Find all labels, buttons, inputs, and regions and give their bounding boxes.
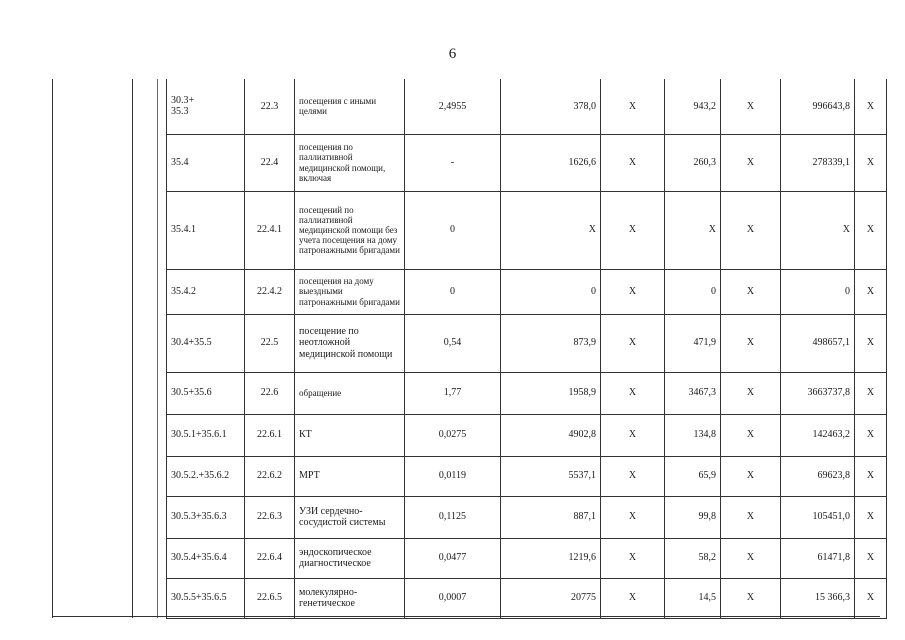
blank-column-1	[53, 191, 133, 269]
row-description: посещений по паллиативной медицинской помощи без учета посещения на дому патронажными бригадами	[295, 191, 405, 269]
page-number: 6	[448, 46, 457, 62]
blank-column-2	[133, 314, 158, 372]
row-total: 105451,0	[781, 496, 855, 538]
row-value: 134,8	[665, 414, 721, 456]
row-value: 260,3	[665, 134, 721, 191]
row-x3: Х	[855, 191, 887, 269]
row-x3: Х	[855, 79, 887, 134]
row-cost: 5537,1	[501, 456, 601, 496]
blank-column-3	[158, 414, 167, 456]
table-row	[53, 372, 887, 414]
blank-column-2	[133, 191, 158, 269]
row-subcode: 22.6.4	[245, 538, 295, 578]
row-cost: 1219,6	[501, 538, 601, 578]
blank-column-2	[133, 134, 158, 191]
table-row	[53, 134, 887, 191]
row-x2: Х	[721, 191, 781, 269]
row-code: 35.4.1	[167, 191, 245, 269]
row-subcode: 22.6.5	[245, 578, 295, 618]
row-x3: Х	[855, 578, 887, 618]
row-x1: Х	[601, 269, 665, 314]
blank-column-1	[53, 414, 133, 456]
blank-column-2	[133, 456, 158, 496]
row-code: 35.4.2	[167, 269, 245, 314]
row-x1: Х	[601, 372, 665, 414]
row-cost: 1626,6	[501, 134, 601, 191]
row-x1: Х	[601, 538, 665, 578]
row-code: 35.4	[167, 134, 245, 191]
row-x2: Х	[721, 456, 781, 496]
row-total: 996643,8	[781, 79, 855, 134]
row-norm: 0	[405, 269, 501, 314]
table-row	[53, 191, 887, 269]
row-code: 30.5.5+35.6.5	[167, 578, 245, 618]
blank-column-3	[158, 269, 167, 314]
row-total: 142463,2	[781, 414, 855, 456]
row-x2: Х	[721, 134, 781, 191]
blank-column-2	[133, 578, 158, 618]
row-norm: 0,54	[405, 314, 501, 372]
blank-column-3	[158, 314, 167, 372]
row-total: 15 366,3	[781, 578, 855, 618]
blank-column-2	[133, 496, 158, 538]
blank-column-1	[53, 269, 133, 314]
row-description: посещения с иными целями	[295, 79, 405, 134]
blank-column-1	[53, 578, 133, 618]
row-norm: 0	[405, 191, 501, 269]
row-total: 3663737,8	[781, 372, 855, 414]
table-row	[53, 269, 887, 314]
row-total: 498657,1	[781, 314, 855, 372]
row-subcode: 22.3	[245, 79, 295, 134]
row-cost: 378,0	[501, 79, 601, 134]
row-x2: Х	[721, 314, 781, 372]
row-total: Х	[781, 191, 855, 269]
blank-column-3	[158, 496, 167, 538]
row-x2: Х	[721, 538, 781, 578]
row-cost: 887,1	[501, 496, 601, 538]
row-cost: 0	[501, 269, 601, 314]
row-x3: Х	[855, 134, 887, 191]
blank-column-1	[53, 314, 133, 372]
table-row	[53, 538, 887, 578]
row-code: 30.5.2.+35.6.2	[167, 456, 245, 496]
blank-column-3	[158, 456, 167, 496]
row-x1: Х	[601, 414, 665, 456]
table-row	[53, 456, 887, 496]
blank-column-3	[158, 79, 167, 134]
blank-column-2	[133, 269, 158, 314]
row-norm: 1,77	[405, 372, 501, 414]
row-description: молекулярно-генетическое	[295, 578, 405, 618]
bottom-rule	[52, 616, 880, 617]
row-x3: Х	[855, 538, 887, 578]
row-norm: 0,0477	[405, 538, 501, 578]
row-cost: 1958,9	[501, 372, 601, 414]
row-description: посещение по неотложной медицинской помощи	[295, 314, 405, 372]
row-cost: 4902,8	[501, 414, 601, 456]
row-x1: Х	[601, 578, 665, 618]
blank-column-1	[53, 538, 133, 578]
row-code: 30.3+ 35.3	[167, 79, 245, 134]
row-subcode: 22.6.1	[245, 414, 295, 456]
row-x2: Х	[721, 269, 781, 314]
row-description: посещения на дому выездными патронажными бригадами	[295, 269, 405, 314]
blank-column-3	[158, 538, 167, 578]
row-subcode: 22.4.2	[245, 269, 295, 314]
row-description: КТ	[295, 414, 405, 456]
row-value: 943,2	[665, 79, 721, 134]
row-x1: Х	[601, 79, 665, 134]
row-code: 30.4+35.5	[167, 314, 245, 372]
blank-column-2	[133, 79, 158, 134]
row-description: эндоскопическое диагностическое	[295, 538, 405, 578]
row-x3: Х	[855, 314, 887, 372]
row-code: 30.5.4+35.6.4	[167, 538, 245, 578]
row-x2: Х	[721, 496, 781, 538]
row-x3: Х	[855, 456, 887, 496]
row-x1: Х	[601, 456, 665, 496]
row-x2: Х	[721, 372, 781, 414]
row-value: 58,2	[665, 538, 721, 578]
row-norm: 0,1125	[405, 496, 501, 538]
row-subcode: 22.5	[245, 314, 295, 372]
row-subcode: 22.6	[245, 372, 295, 414]
table-row	[53, 414, 887, 456]
row-description: посещения по паллиативной медицинской помощи, включая	[295, 134, 405, 191]
blank-column-1	[53, 496, 133, 538]
row-subcode: 22.4	[245, 134, 295, 191]
row-x3: Х	[855, 414, 887, 456]
row-code: 30.5.3+35.6.3	[167, 496, 245, 538]
table-row	[53, 496, 887, 538]
row-cost: Х	[501, 191, 601, 269]
blank-column-2	[133, 372, 158, 414]
row-code: 30.5+35.6	[167, 372, 245, 414]
blank-column-2	[133, 414, 158, 456]
row-total: 69623,8	[781, 456, 855, 496]
row-description: УЗИ сердечно-сосудистой системы	[295, 496, 405, 538]
row-cost: 873,9	[501, 314, 601, 372]
row-value: 0	[665, 269, 721, 314]
row-x1: Х	[601, 314, 665, 372]
row-subcode: 22.6.2	[245, 456, 295, 496]
row-norm: -	[405, 134, 501, 191]
row-norm: 0,0119	[405, 456, 501, 496]
row-total: 0	[781, 269, 855, 314]
row-x3: Х	[855, 372, 887, 414]
row-subcode: 22.6.3	[245, 496, 295, 538]
blank-column-1	[53, 372, 133, 414]
row-x1: Х	[601, 496, 665, 538]
row-x2: Х	[721, 414, 781, 456]
row-x1: Х	[601, 191, 665, 269]
table-row	[53, 578, 887, 618]
row-value: 471,9	[665, 314, 721, 372]
blank-column-2	[133, 538, 158, 578]
row-total: 61471,8	[781, 538, 855, 578]
row-x2: Х	[721, 578, 781, 618]
data-table	[52, 79, 887, 619]
row-value: Х	[665, 191, 721, 269]
row-norm: 0,0275	[405, 414, 501, 456]
row-value: 65,9	[665, 456, 721, 496]
table-row	[53, 79, 887, 134]
row-subcode: 22.4.1	[245, 191, 295, 269]
blank-column-1	[53, 456, 133, 496]
row-x1: Х	[601, 134, 665, 191]
blank-column-1	[53, 79, 133, 134]
row-x3: Х	[855, 496, 887, 538]
blank-column-3	[158, 134, 167, 191]
row-code: 30.5.1+35.6.1	[167, 414, 245, 456]
row-description: МРТ	[295, 456, 405, 496]
row-value: 3467,3	[665, 372, 721, 414]
row-value: 14,5	[665, 578, 721, 618]
row-x2: Х	[721, 79, 781, 134]
blank-column-3	[158, 191, 167, 269]
table-row	[53, 314, 887, 372]
blank-column-3	[158, 372, 167, 414]
row-description: обращение	[295, 372, 405, 414]
row-norm: 0,0007	[405, 578, 501, 618]
row-cost: 20775	[501, 578, 601, 618]
row-value: 99,8	[665, 496, 721, 538]
row-norm: 2,4955	[405, 79, 501, 134]
row-x3: Х	[855, 269, 887, 314]
blank-column-3	[158, 578, 167, 618]
row-total: 278339,1	[781, 134, 855, 191]
blank-column-1	[53, 134, 133, 191]
